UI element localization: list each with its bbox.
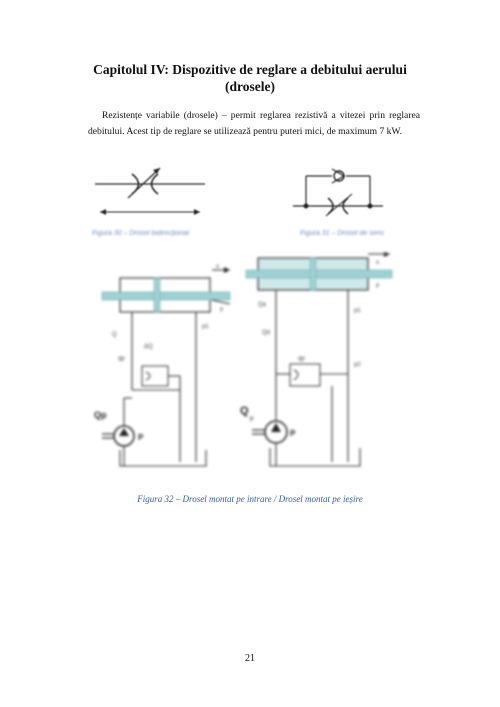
left-pump-label: P — [138, 433, 144, 442]
page-number: 21 — [245, 653, 255, 664]
left-qp2-label: qp — [118, 356, 125, 362]
chapter-title-line2: (drosele) — [225, 79, 275, 94]
paragraph-line2: debitului. Acest tip de reglare se utilizează pentru puteri mici, de maximum 7 kW. — [88, 126, 403, 137]
left-q-label: Q — [112, 332, 117, 338]
right-qd-label: Qd — [262, 330, 271, 336]
figure32-right-outlet-circuit — [236, 252, 396, 474]
chapter-title-line1: Capitolul IV: Dispozitive de reglare a debitului aerului — [93, 62, 407, 77]
figure31-caption: Figura 31 – Drosel de sens — [300, 230, 385, 237]
right-p2-label: p2 — [354, 362, 361, 368]
figure32-left-inlet-circuit — [84, 262, 234, 474]
left-p1-label: p1 — [202, 324, 209, 330]
figure30-caption: Figura 30 – Drosel bidirecțional — [92, 230, 189, 237]
figure31-one-way-throttle — [288, 162, 388, 222]
right-x-label: x — [376, 260, 379, 266]
right-flow-sub-label: p — [250, 416, 254, 422]
paragraph-line1: Rezistențe variabile (drosele) – permit reglarea rezistivă a vitezei prin reglarea — [102, 110, 420, 121]
left-f-label: F — [220, 308, 224, 314]
right-flow-label: Q — [240, 405, 249, 417]
right-qp-label: qp — [298, 356, 305, 362]
intro-paragraph — [88, 108, 420, 140]
right-f-label: F — [376, 284, 380, 290]
left-dq-label: ΔQ — [144, 344, 153, 350]
left-flow-label: Qp — [94, 410, 107, 420]
chapter-title — [60, 61, 440, 95]
left-x-label: x — [216, 264, 219, 270]
right-pump-label: P — [290, 429, 296, 438]
right-p1-label: p1 — [354, 308, 361, 314]
right-qa-label: Qa — [258, 302, 267, 308]
figure32-caption: Figura 32 – Drosel montat pe intrare / Drosel montat pe ieșire — [137, 494, 363, 504]
figure30-bidirectional-throttle — [90, 160, 210, 220]
